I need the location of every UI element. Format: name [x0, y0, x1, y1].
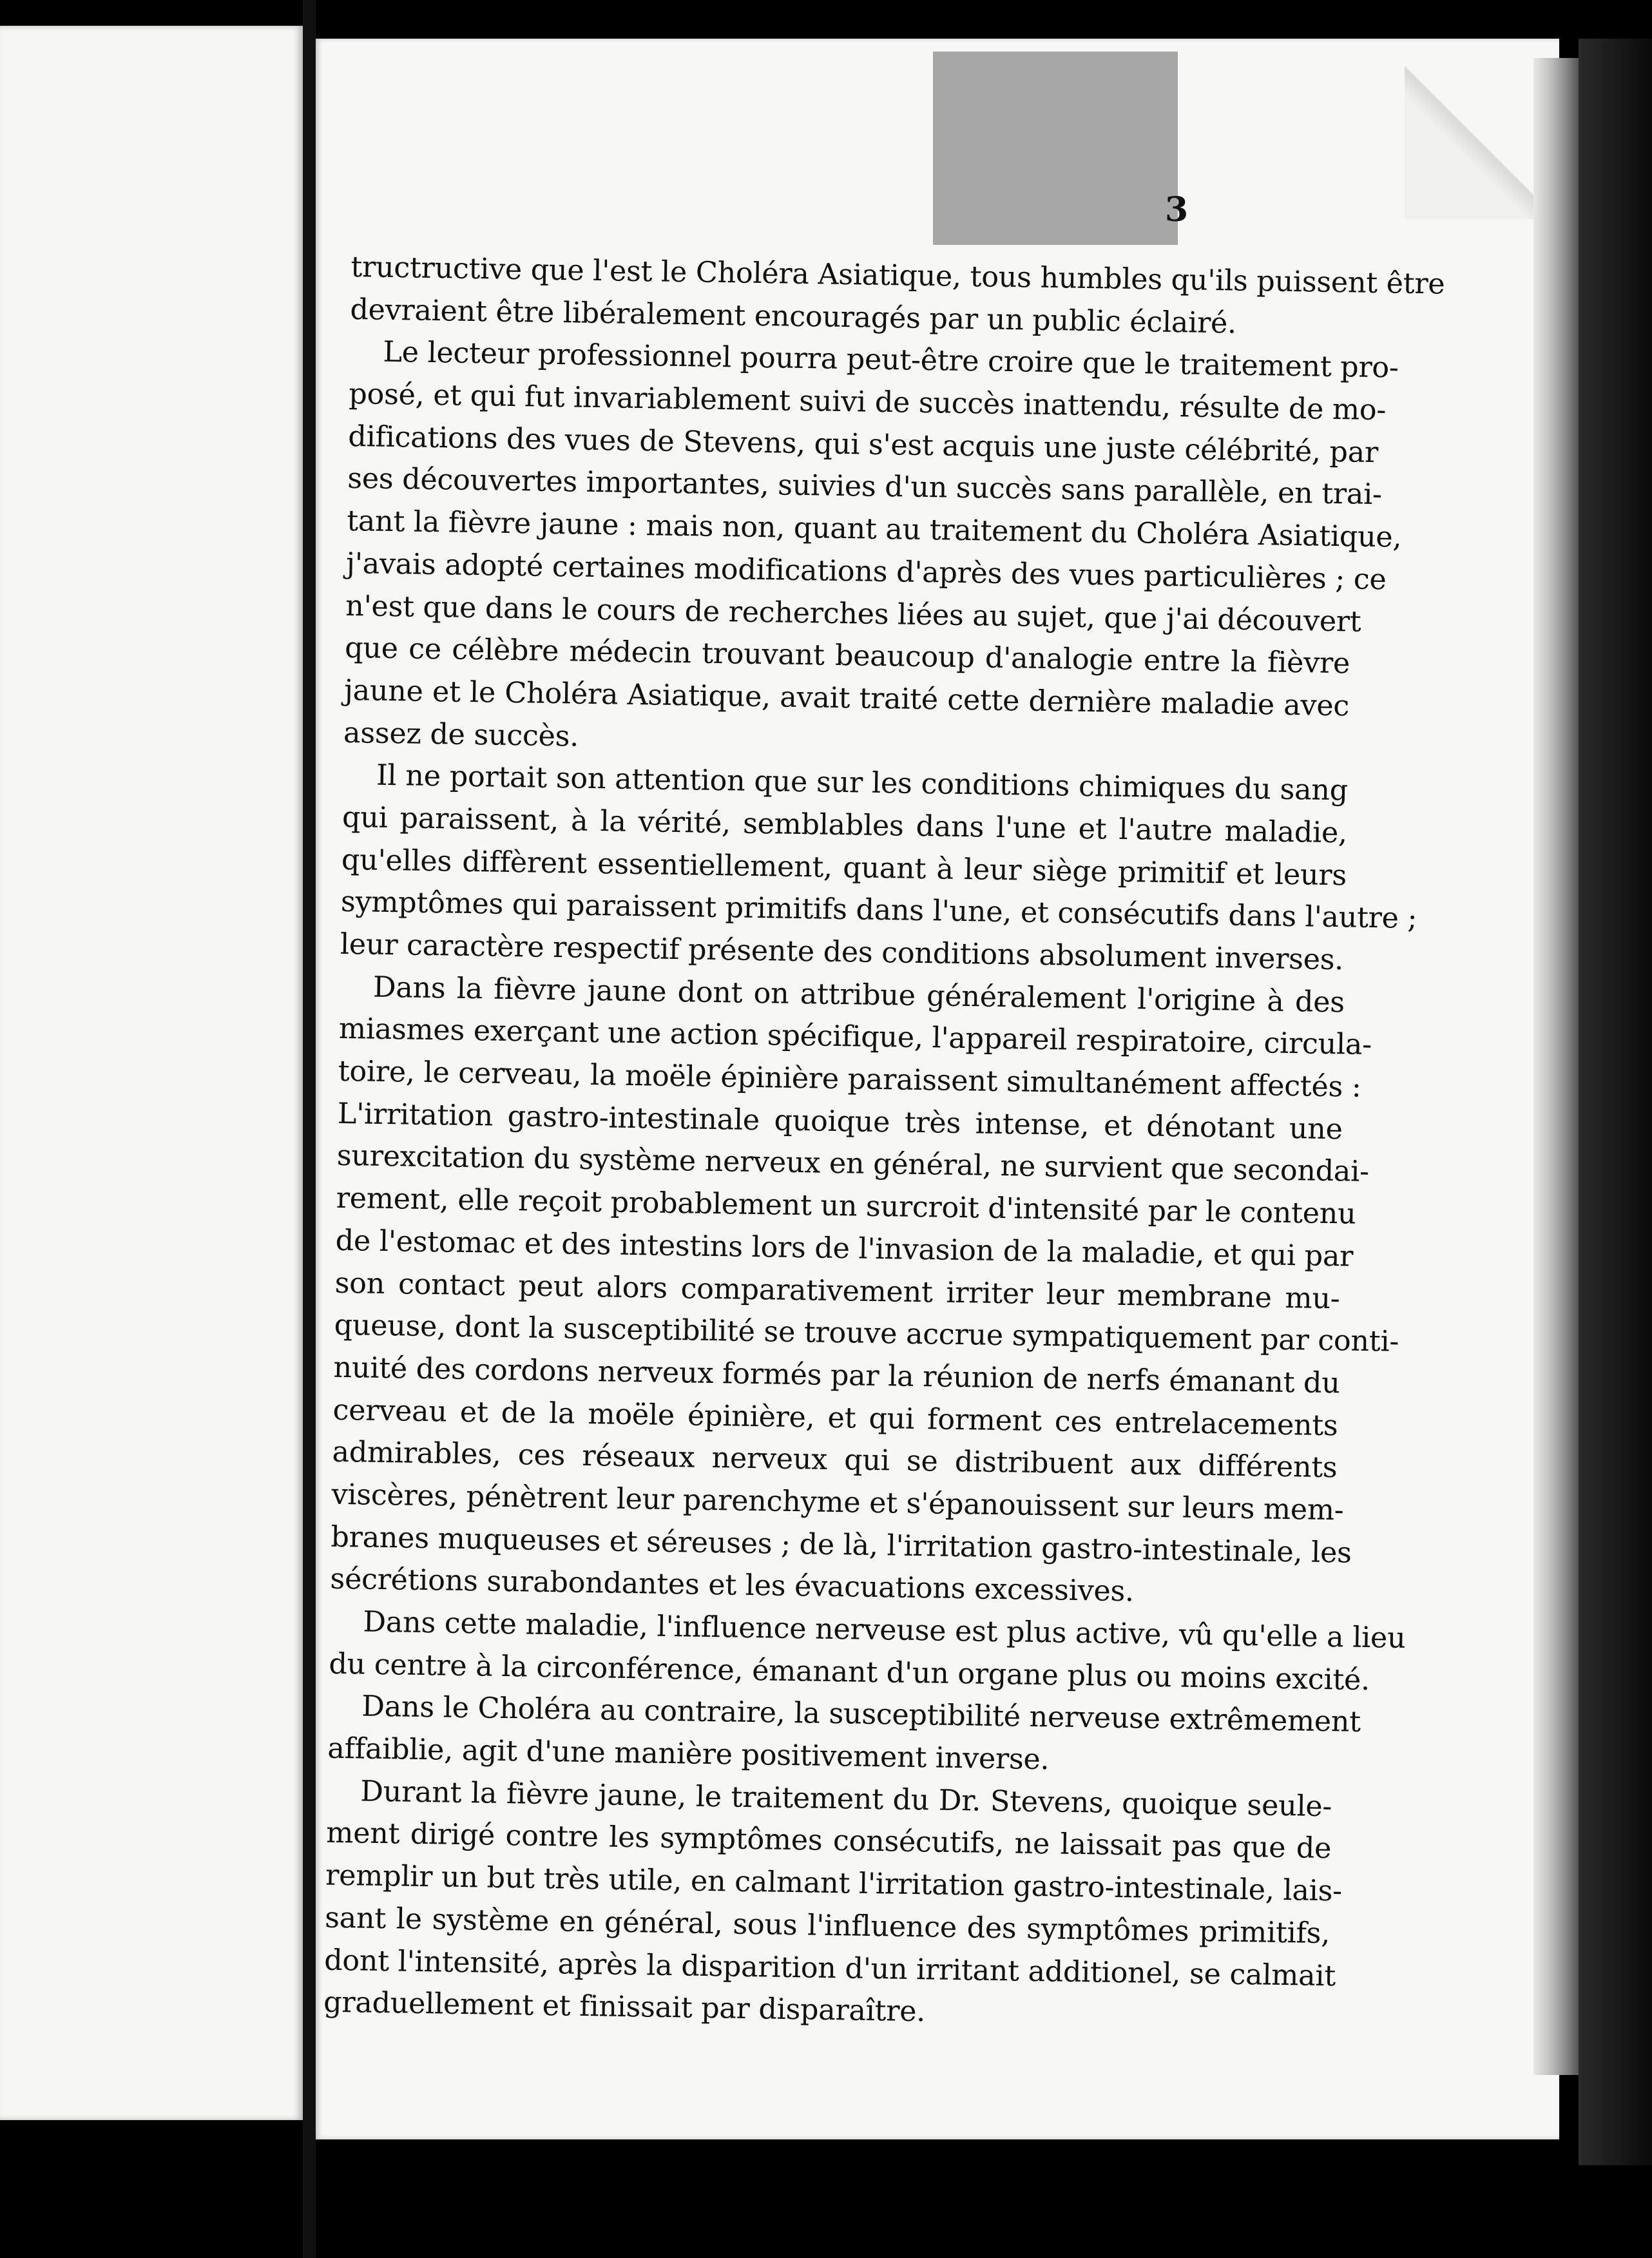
left-page-line: [0, 1153, 287, 1195]
left-page-line: [0, 1279, 287, 1321]
text-line: Dans la fièvre jaune dont on attribue généralement l'origine à des: [372, 970, 1345, 1019]
book-cover-edge: [1579, 39, 1652, 2165]
text-line: rement, elle reçoit probablement un surcroit d'intensité par le contenu: [336, 1181, 1356, 1231]
paragraph: [343, 331, 1402, 769]
text-line: n'est que dans le cours de recherches liées au sujet, que j'ai découvert: [345, 589, 1361, 639]
left-page-line: [0, 287, 287, 363]
text-line: tant la fièvre jaune : mais non, quant au traitement du Choléra Asiatique,: [346, 505, 1402, 554]
left-page-line: [0, 363, 287, 405]
left-page-line: [0, 1531, 287, 1573]
text-line: branes muqueuses et séreuses ; de là, l'irritation gastro-intestinale, les: [331, 1520, 1352, 1570]
text-line: assez de succès.: [343, 716, 579, 753]
left-page-line: [0, 775, 287, 817]
left-page-line: [0, 2096, 287, 2120]
left-page: [0, 26, 303, 2120]
left-page-line: [0, 859, 287, 901]
left-page-line: [0, 1111, 287, 1153]
page-tag-patch: [933, 52, 1178, 245]
paragraph: [329, 1601, 1406, 1701]
left-page-line: [0, 817, 287, 859]
text-line: dont l'intensité, après la disparition d'un irritant additionel, se calmait: [323, 1944, 1336, 1993]
page-edges: [1533, 58, 1579, 2075]
left-page-line: [0, 901, 287, 943]
page-body-text: [323, 246, 1445, 2040]
left-page-line: [0, 1447, 287, 1489]
text-line: queuse, dont la susceptibilité se trouve accrue sympatiquement par conti-: [334, 1308, 1399, 1358]
left-page-line: [0, 1977, 287, 2019]
text-line: posé, et qui fut invariablement suivi de succès inattendu, résulte de mo-: [348, 378, 1387, 427]
left-page-line: [0, 985, 287, 1027]
text-line: admirables, ces réseaux nerveux qui se distribuent aux différents: [332, 1436, 1338, 1485]
left-page-line: [0, 447, 287, 489]
text-line: affaiblie, agit d'une manière positivement inverse.: [327, 1732, 1050, 1777]
text-line: graduellement et finissait par disparaître.: [323, 1985, 926, 2029]
text-line: ses découvertes importantes, suivies d'un succès sans parallèle, en trai-: [347, 462, 1383, 512]
left-page-line: [0, 1691, 287, 1733]
left-page-line: [0, 1733, 287, 1775]
page-number: 3: [1165, 190, 1189, 229]
text-line: jaune et le Choléra Asiatique, avait traité cette dernière maladie avec: [343, 673, 1350, 723]
text-line: viscères, pénètrent leur parenchyme et s'épanouissent sur leurs mem-: [331, 1478, 1344, 1527]
left-page-line: [0, 1405, 287, 1447]
left-page-line: [0, 2020, 287, 2096]
left-page-line: [0, 573, 287, 649]
text-line: Le lecteur professionnel pourra peut-être croire que le traitement pro-: [383, 336, 1399, 385]
text-line: de l'estomac et des intestins lors de l'invasion de la maladie, et qui par: [335, 1224, 1354, 1273]
text-line: L'irritation gastro-intestinale quoique très intense, et dénotant une: [337, 1097, 1343, 1146]
left-page-line: [0, 1935, 287, 1977]
text-line: du centre à la circonférence, émanant d'un organe plus ou moins excité.: [329, 1647, 1370, 1697]
left-page-line: [0, 1069, 287, 1111]
text-line: ment dirigé contre les symptômes consécutifs, ne laissait pas que de: [325, 1817, 1332, 1866]
text-line: difications des vues de Stevens, qui s'est acquis une juste célébrité, par: [347, 420, 1379, 469]
text-line: surexcitation du système nerveux en général, ne survient que secondai-: [336, 1139, 1370, 1189]
left-page-line: [0, 1775, 287, 1817]
left-page-line: [0, 1615, 287, 1691]
text-line: sant le système en général, sous l'influence des symptômes primitifs,: [324, 1901, 1330, 1950]
paragraph: [327, 1685, 1361, 1786]
left-page-line: [0, 1027, 287, 1069]
left-page-line: [0, 405, 287, 447]
left-page-line: [0, 1489, 287, 1531]
left-page-line: [0, 1321, 287, 1363]
left-page-line: [0, 691, 287, 733]
left-page-line: [0, 733, 287, 775]
left-page-line: [0, 245, 287, 287]
text-line: Dans le Choléra au contraire, la susceptibilité nerveuse extrêmement: [361, 1690, 1361, 1739]
text-line: leur caractère respectif présente des conditions absolument inverses.: [340, 927, 1344, 977]
left-page-line: [0, 649, 287, 691]
text-line: j'avais adopté certaines modifications d'après des vues particulières ; ce: [345, 546, 1387, 597]
text-line: Durant la fièvre jaune, le traitement du Dr. Stevens, quoique seule-: [360, 1775, 1332, 1823]
left-page-line: [0, 1237, 287, 1279]
paragraph: [350, 246, 1445, 347]
text-line: remplir un but très utile, en calmant l'irritation gastro-intestinale, lais-: [325, 1858, 1343, 1908]
text-line: cerveau et de la moële épinière, et qui forment ces entrelacements: [332, 1393, 1338, 1442]
left-page-line: [0, 1817, 287, 1893]
text-line: devraient être libéralement encouragés par un public éclairé.: [350, 293, 1237, 340]
text-line: tructructive que l'est le Choléra Asiatique, tous humbles qu'ils puissent être: [351, 250, 1445, 301]
text-line: Il ne portait son attention que sur les conditions chimiques du sang: [376, 758, 1349, 807]
left-page-line: [0, 531, 287, 573]
text-line: toire, le cerveau, la moële épinière paraissent simultanément affectés :: [338, 1054, 1361, 1104]
text-line: que ce célèbre médecin trouvant beaucoup d'analogie entre la fièvre: [344, 632, 1350, 680]
paragraph: [340, 754, 1417, 981]
text-line: Dans cette maladie, l'influence nerveuse est plus active, vû qu'elle a lieu: [363, 1605, 1406, 1655]
text-line: nuité des cordons nerveux formés par la réunion de nerfs émanant du: [333, 1351, 1340, 1400]
left-page-text: [0, 245, 287, 2120]
book-gutter: [303, 0, 316, 2258]
left-page-line: [0, 1363, 287, 1405]
text-line: miasmes exerçant une action spécifique, l'appareil respiratoire, circula-: [338, 1012, 1372, 1062]
text-line: qui paraissent, à la vérité, semblables dans l'une et l'autre maladie,: [341, 800, 1348, 850]
left-page-line: [0, 943, 287, 985]
text-line: symptômes qui paraissent primitifs dans l'une, et consécutifs dans l'autre ;: [340, 885, 1417, 936]
left-page-line: [0, 489, 287, 531]
paragraph: [330, 966, 1399, 1617]
paragraph: [323, 1770, 1343, 2040]
left-page-line: [0, 1893, 287, 1935]
left-page-line: [0, 1195, 287, 1237]
left-page-line: [0, 1573, 287, 1615]
text-line: qu'elles diffèrent essentiellement, quant à leur siège primitif et leurs: [341, 843, 1347, 893]
text-line: son contact peut alors comparativement irriter leur membrane mu-: [334, 1266, 1340, 1315]
text-line: sécrétions surabondantes et les évacuations excessives.: [330, 1563, 1135, 1608]
